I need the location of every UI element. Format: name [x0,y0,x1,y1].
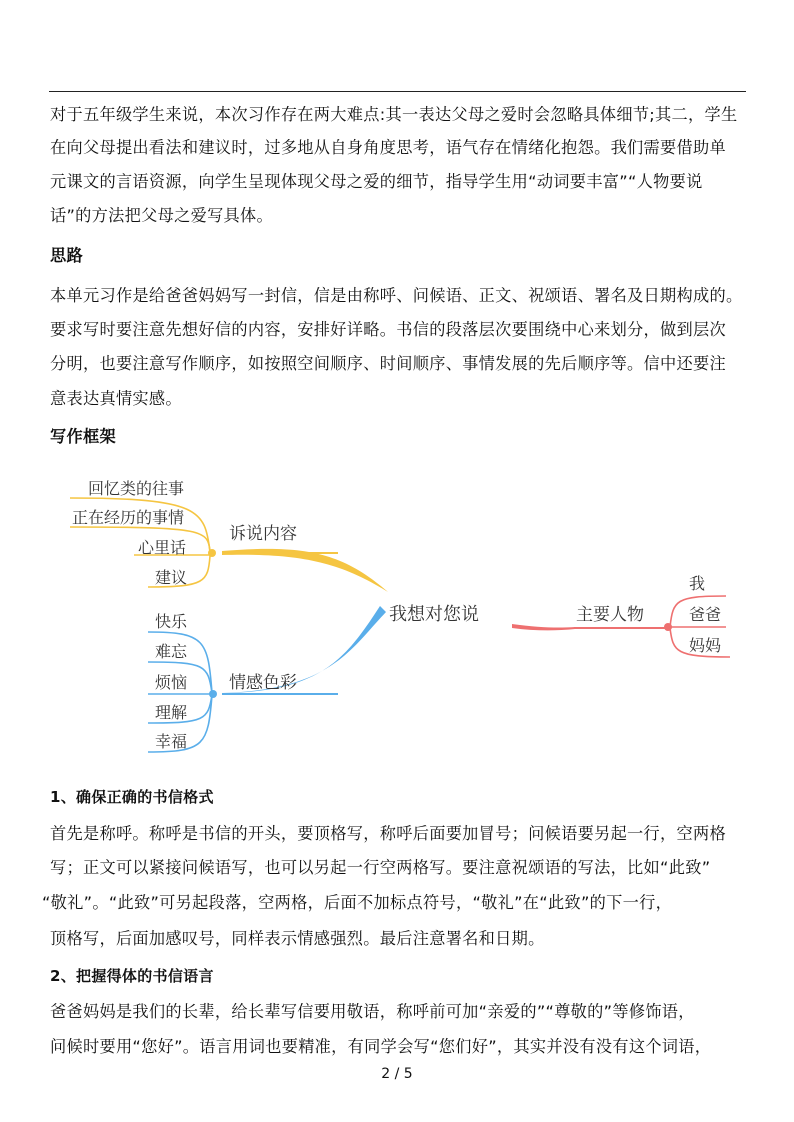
branch-people-label: 主要人物 [576,605,644,625]
branch-people [512,574,730,657]
paragraph4-line: 爸爸妈妈是我们的长辈，给长辈写信要用敬语，称呼前可加“亲爱的”“尊敬的”等修饰语， [50,1002,695,1021]
branch-content-label: 诉说内容 [229,524,297,544]
branch-content-node [208,549,216,557]
page-number: 2 / 5 [381,1066,413,1082]
emotion-item: 烦恼 [155,673,188,692]
section2-title: 2、把握得体的书信语言 [50,967,214,985]
content-item: 回忆类的往事 [88,479,185,498]
content-item: 心里话 [138,538,187,557]
paragraph2-line: 本单元习作是给爸爸妈妈写一封信，信是由称呼、问候语、正文、祝颂语、署名及日期构成的。 [50,286,743,305]
paragraph2-line: 分明，也要注意写作顺序，如按照空间顺序、时间顺序、事情发展的先后顺序等。信中还要注 [50,354,726,373]
content-item: 正在经历的事情 [72,508,185,527]
people-item: 我 [689,574,706,593]
heading-silu: 思路 [50,246,83,265]
emotion-item: 理解 [155,703,188,722]
emotion-item: 难忘 [155,642,188,661]
paragraph3-line: 顶格写，后面加感叹号，同样表示情感强烈。最后注意署名和日期。 [50,929,545,948]
branch-emotion-label: 情感色彩 [229,673,297,693]
paragraph3-line: “敬礼”。“此致”可另起段落，空两格，后面不加标点符号，“敬礼”在“此致”的下一行， [42,893,673,912]
paragraph3-line: 首先是称呼。称呼是书信的开头，要顶格写，称呼后面要加冒号；问候语要另起一行，空两格 [50,824,726,843]
paragraph3-line: 写；正文可以紧接问候语写，也可以另起一行空两格写。要注意祝颂语的写法，比如“此致” [50,858,711,877]
people-item: 爸爸 [689,605,722,624]
branch-content-connector [222,549,388,592]
paragraph4-line: 问候时要用“您好”。语言用词也要精准，有同学会写“您们好”，其实并没有没有这个词语， [50,1037,712,1056]
paragraph2-line: 要求写时要注意先想好信的内容，安排好详略。书信的段落层次要围绕中心来划分，做到层次 [50,320,726,339]
branch-emotion [148,606,386,752]
writing-framework-mindmap [0,460,794,760]
paragraph2-line: 意表达真情实感。 [50,389,182,408]
branch-content [70,479,388,592]
heading-kuangjia: 写作框架 [50,427,116,446]
paragraph1-line: 元课文的言语资源，向学生呈现体现父母之爱的细节，指导学生用“动词要丰富”“人物要说 [50,172,703,191]
branch-people-node [664,623,672,631]
people-item: 妈妈 [689,636,722,655]
content-item: 建议 [155,568,188,587]
header-rule [49,91,746,92]
paragraph1-line: 话”的方法把父母之爱写具体。 [50,206,274,225]
branch-emotion-node [209,690,217,698]
paragraph1-line: 对于五年级学生来说，本次习作存在两大难点:其一表达父母之爱时会忽略具体细节;其二，学生 [50,105,738,124]
paragraph1-line: 在向父母提出看法和建议时，过多地从自身角度思考，语气存在情绪化抱怨。我们需要借助单 [50,138,726,157]
emotion-item: 幸福 [155,732,188,751]
section1-title: 1、确保正确的书信格式 [50,788,214,806]
mindmap-center: 我想对您说 [389,604,479,625]
emotion-item: 快乐 [155,612,188,631]
branch-people-connector [512,624,575,630]
